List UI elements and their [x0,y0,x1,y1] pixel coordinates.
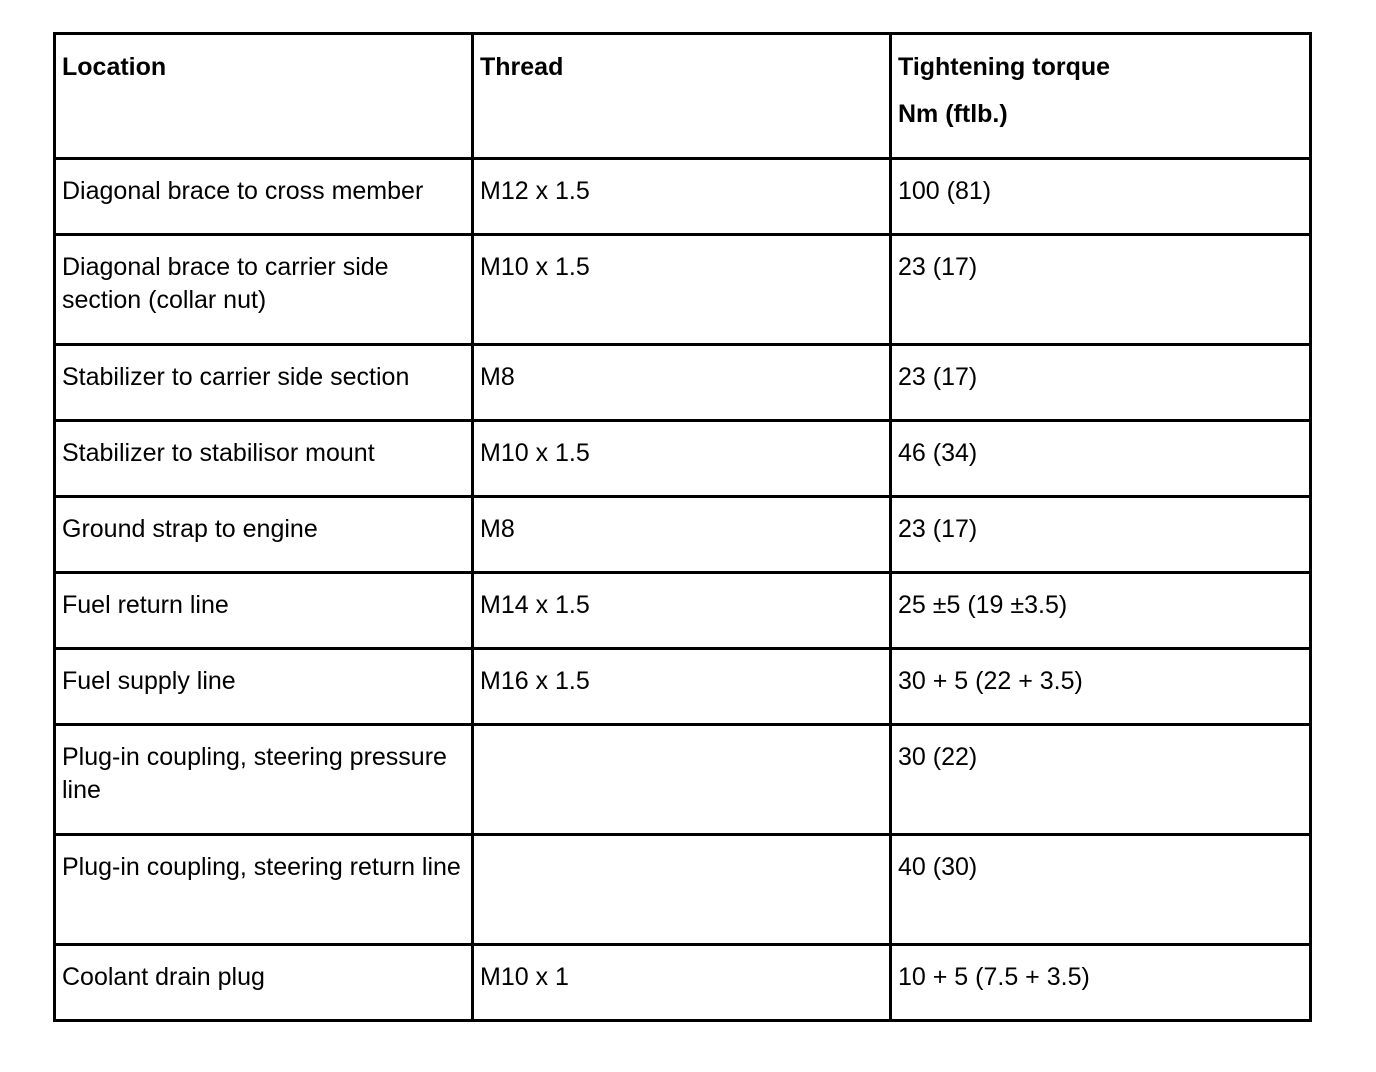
cell-thread: M12 x 1.5 [473,159,891,235]
cell-location: Fuel supply line [55,649,473,725]
cell-torque: 23 (17) [891,345,1311,421]
cell-location: Diagonal brace to cross member [55,159,473,235]
table-row [55,421,1311,497]
table-row [55,235,1311,345]
header-torque-title: Tightening torque [898,53,1111,81]
cell-thread: M10 x 1.5 [473,421,891,497]
table-row [55,835,1311,945]
cell-torque: 23 (17) [891,497,1311,573]
cell-location: Fuel return line [55,573,473,649]
header-tightening-torque [891,34,1311,159]
cell-torque: 10 + 5 (7.5 + 3.5) [891,945,1311,1021]
cell-thread: M10 x 1 [473,945,891,1021]
cell-location: Stabilizer to carrier side section [55,345,473,421]
table-row [55,649,1311,725]
cell-torque: 30 (22) [891,725,1311,835]
cell-torque: 46 (34) [891,421,1311,497]
cell-thread: M16 x 1.5 [473,649,891,725]
cell-torque: 25 ±5 (19 ±3.5) [891,573,1311,649]
table-row [55,573,1311,649]
torque-spec-table [53,32,1312,1022]
header-location: Location [55,34,473,159]
cell-location: Coolant drain plug [55,945,473,1021]
cell-torque: 23 (17) [891,235,1311,345]
cell-thread [473,725,891,835]
cell-thread: M14 x 1.5 [473,573,891,649]
cell-location: Ground strap to engine [55,497,473,573]
cell-thread [473,835,891,945]
cell-torque: 30 + 5 (22 + 3.5) [891,649,1311,725]
table-row [55,725,1311,835]
header-torque-unit: Nm (ftlb.) [898,100,1008,128]
cell-thread: M8 [473,345,891,421]
cell-location: Diagonal brace to carrier side section (collar nut) [55,235,473,345]
table-row [55,159,1311,235]
table-header-row [55,34,1311,159]
cell-torque: 100 (81) [891,159,1311,235]
header-thread: Thread [473,34,891,159]
cell-location: Plug-in coupling, steering pressure line [55,725,473,835]
table-row [55,945,1311,1021]
cell-location: Stabilizer to stabilisor mount [55,421,473,497]
cell-thread: M10 x 1.5 [473,235,891,345]
cell-thread: M8 [473,497,891,573]
table-row [55,497,1311,573]
cell-location: Plug-in coupling, steering return line [55,835,473,945]
table-row [55,345,1311,421]
cell-torque: 40 (30) [891,835,1311,945]
